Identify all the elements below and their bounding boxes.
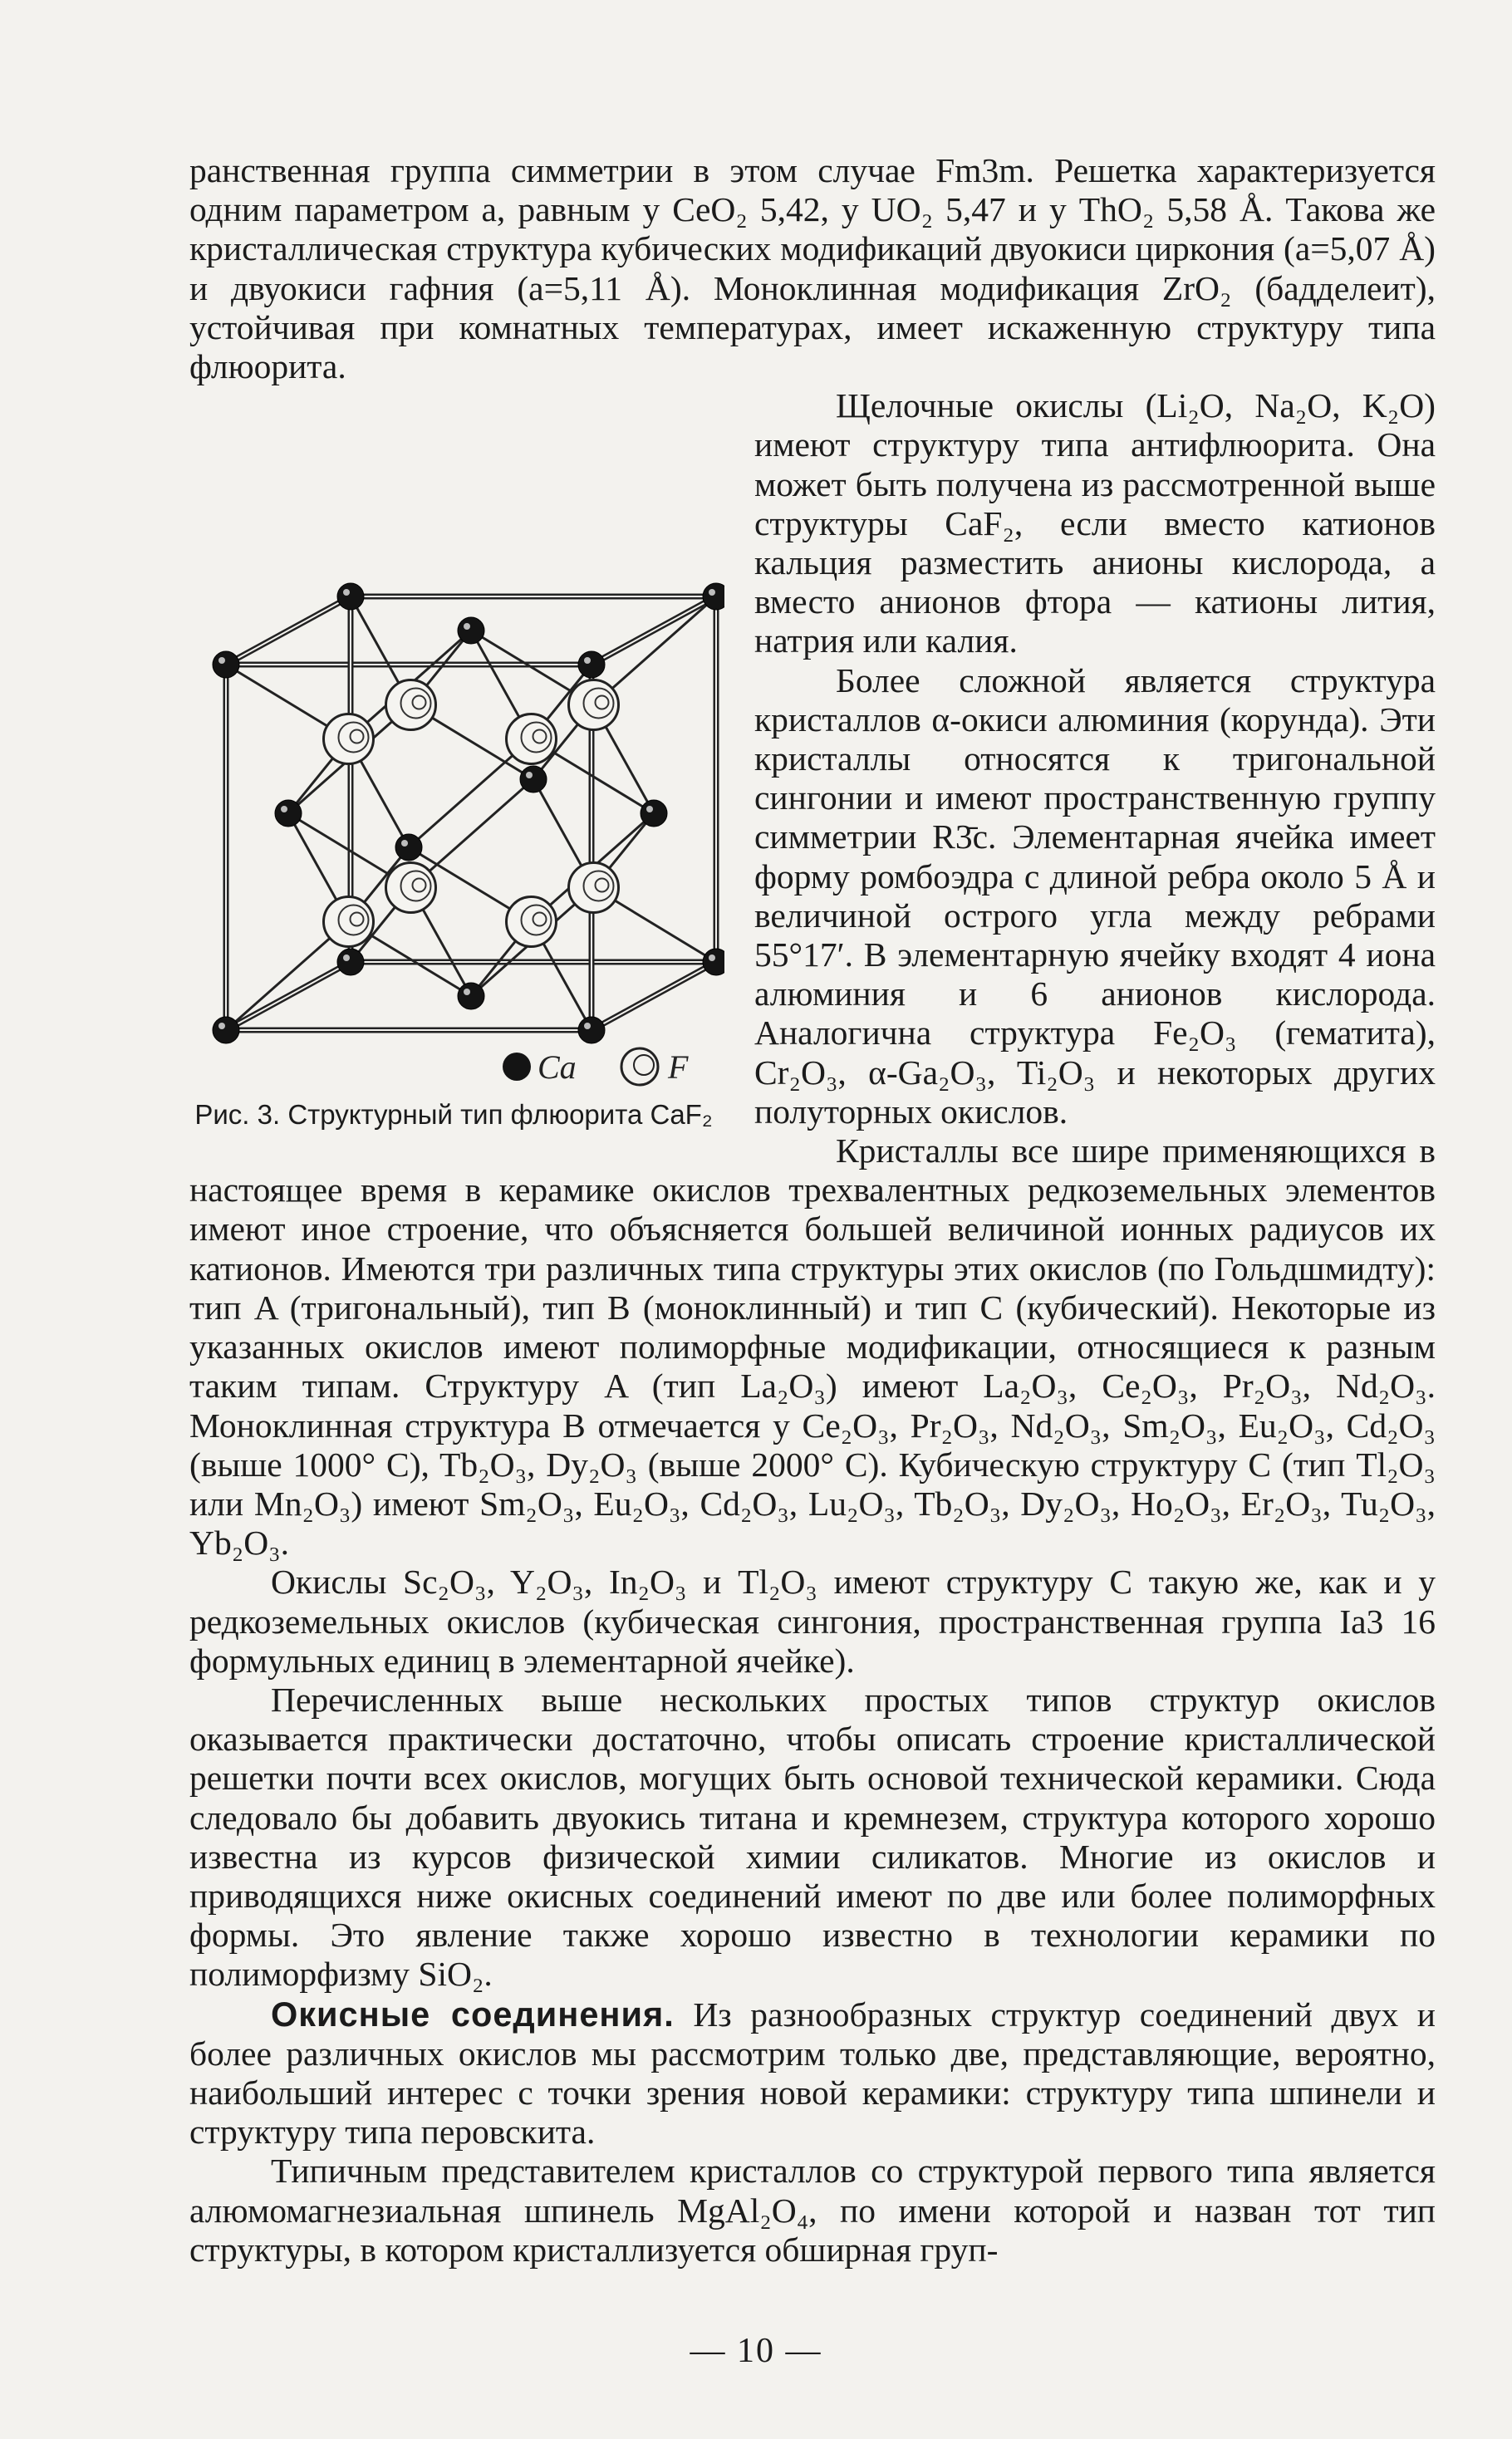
fluorine-ion xyxy=(386,863,436,913)
legend-f-label: F xyxy=(668,1048,689,1086)
calcium-ion xyxy=(458,983,484,1009)
fluorine-ion xyxy=(386,680,436,730)
calcium-ion xyxy=(578,1017,605,1043)
calcium-ion-highlight xyxy=(281,806,287,812)
calcium-ion-highlight xyxy=(343,954,350,961)
calcium-ion-highlight xyxy=(218,1023,225,1029)
paragraph-3: Более сложной является структура кристаллов α-окиси алюминия (корунда). Эти кристаллы относятся к тригональной сингонии и имеют пространственную группу симметрии R3̄c. Элементарная ячейка имеет форму ромбоэдра с длиной ребра около 5 Å и величиной острого угла между ребрами 55°17′. В элементарную ячейку входят 4 иона алюминия и 6 анионов кислорода. Аналогична структура Fe₂O₃ (гематита), Cr₂O₃, α-Ga₂O₃, Ti₂O₃ и некоторых других полуторных окислов. xyxy=(754,660,1436,1131)
calcium-ion xyxy=(458,617,484,644)
figure-fluorite xyxy=(184,508,724,1173)
calcium-ion xyxy=(337,583,364,610)
calcium-ion xyxy=(213,1017,239,1043)
calcium-ion xyxy=(337,949,364,975)
paragraph-1: ранственная группа симметрии в этом случае Fm3m. Решетка характеризуется одним параметром a, равным у CeO₂ 5,42, у UO₂ 5,47 и у ThO₂ 5,58 Å. Такова же кристаллическая структура кубических модификаций двуокиси циркония (a=5,07 Å) и двуокиси гафния (a=5,11 Å). Моноклинная модификация ZrO₂ (бадделеит), устойчивая при комнатных температурах, имеет искаженную структуру типа флюорита. xyxy=(189,151,1436,386)
fluorine-ion xyxy=(507,897,557,947)
paragraph-2: Щелочные окислы (Li₂O, Na₂O, K₂O) имеют структуру типа антифлюорита. Она может быть получена из рассмотренной выше структуры CaF₂, если вместо катионов кальция разместить анионы кислорода, а вместо анионов фтора — катионы лития, натрия или калия. xyxy=(754,386,1436,660)
paragraph-8: Типичным представителем кристаллов со структурой первого типа является алюмомагнезиальная шпинель MgAl₂O₄, по имени которой и назван тот тип структуры, в котором кристаллизуется обширная груп- xyxy=(189,2152,1436,2269)
calcium-ion-highlight xyxy=(526,772,533,778)
calcium-ion xyxy=(395,834,422,861)
calcium-ion xyxy=(520,766,547,793)
cube-edge-highlight xyxy=(226,596,351,665)
calcium-ion-highlight xyxy=(218,657,225,664)
calcium-ion-highlight xyxy=(401,840,408,847)
cube-edge-highlight xyxy=(592,596,716,665)
figure-caption: Рис. 3. Структурный тип флюорита CaF₂ xyxy=(194,1099,713,1130)
calcium-ion-highlight xyxy=(646,806,653,812)
fluorine-ion xyxy=(569,680,619,730)
fluorine-ion xyxy=(569,863,619,913)
calcium-ion-highlight xyxy=(709,589,715,596)
legend-ca-label: Ca xyxy=(538,1048,577,1086)
calcium-ion-highlight xyxy=(584,657,591,664)
calcium-ion xyxy=(275,800,302,827)
legend-f-symbol xyxy=(621,1048,658,1085)
fluorine-ion xyxy=(324,714,374,764)
paragraph-7 xyxy=(189,1995,1436,2152)
paragraph-4: Кристаллы все шире применяющихся в настоящее время в керамике окислов трехвалентных редкоземельных элементов имеют иное строение, что объясняется большей величиной ионных радиусов их катионов. Имеются три различных типа структуры этих окислов (по Гольдшмидту): тип A (тригональный), тип B (моноклинный) и тип C (кубический). Некоторые из указанных окислов имеют полиморфные модификации, относящиеся к разным таким типам. Структуру A (тип La₂O₃) имеют La₂O₃, Ce₂O₃, Pr₂O₃, Nd₂O₃. Моноклинная структура B отмечается у Ce₂O₃, Pr₂O₃, Nd₂O₃, Sm₂O₃, Eu₂O₃, Cd₂O₃ (выше 1000° C), Tb₂O₃, Dy₂O₃ (выше 2000° C). Кубическую структуру C (тип Tl₂O₃ или Mn₂O₃) имеют Sm₂O₃, Eu₂O₃, Cd₂O₃, Lu₂O₃, Tb₂O₃, Dy₂O₃, Ho₂O₃, Er₂O₃, Tu₂O₃, Yb₂O₃. xyxy=(189,1131,1436,1563)
paragraph-5: Окислы Sc₂O₃, Y₂O₃, In₂O₃ и Tl₂O₃ имеют структуру C такую же, как и у редкоземельных окислов (кубическая сингония, пространственная группа Ia3 16 формульных единиц в элементарной ячейке). xyxy=(189,1563,1436,1680)
calcium-ion-highlight xyxy=(343,589,350,596)
section-heading-oxide-compounds: Окисные соединения. xyxy=(271,1994,675,2034)
calcium-ion xyxy=(578,651,605,678)
calcium-ion xyxy=(213,651,239,678)
cube-edge-highlight xyxy=(592,962,716,1030)
legend-ca-symbol xyxy=(503,1053,531,1081)
calcium-ion-highlight xyxy=(709,954,715,961)
paragraph-6: Перечисленных выше нескольких простых типов структур окислов оказывается практически достаточно, чтобы описать строение кристаллической решетки почти всех окислов, могущих быть основой технической керамики. Сюда следовало бы добавить двуокись титана и кремнезем, структура которого хорошо известна из курсов физической химии силикатов. Многие из окислов и приводящихся ниже окисных соединений имеют по две или более полиморфных формы. Это явление также хорошо известно в технологии керамики по полиморфизму SiO₂. xyxy=(189,1680,1436,1994)
paragraph-7-text: Из разнообразных структур соединений двух и более различных окислов мы рассмотрим только две, представляющие, вероятно, наибольший интерес с точки зрения новой керамики: структуру типа шпинели и структуру типа перовскита. xyxy=(189,1995,1436,2152)
calcium-ion-highlight xyxy=(464,989,470,995)
calcium-ion xyxy=(641,800,667,827)
fluorine-ion xyxy=(324,897,374,947)
fluorite-structure-diagram xyxy=(184,508,724,1090)
cube-edge-highlight xyxy=(226,962,351,1030)
page-number: — 10 — xyxy=(690,2332,822,2370)
body-text xyxy=(189,151,1436,2270)
fluorine-ion xyxy=(507,714,557,764)
calcium-ion xyxy=(703,949,724,975)
calcium-ion xyxy=(703,583,724,610)
calcium-ion-highlight xyxy=(584,1023,591,1029)
legend-f-symbol-ring xyxy=(634,1055,654,1075)
calcium-ion-highlight xyxy=(464,623,470,630)
